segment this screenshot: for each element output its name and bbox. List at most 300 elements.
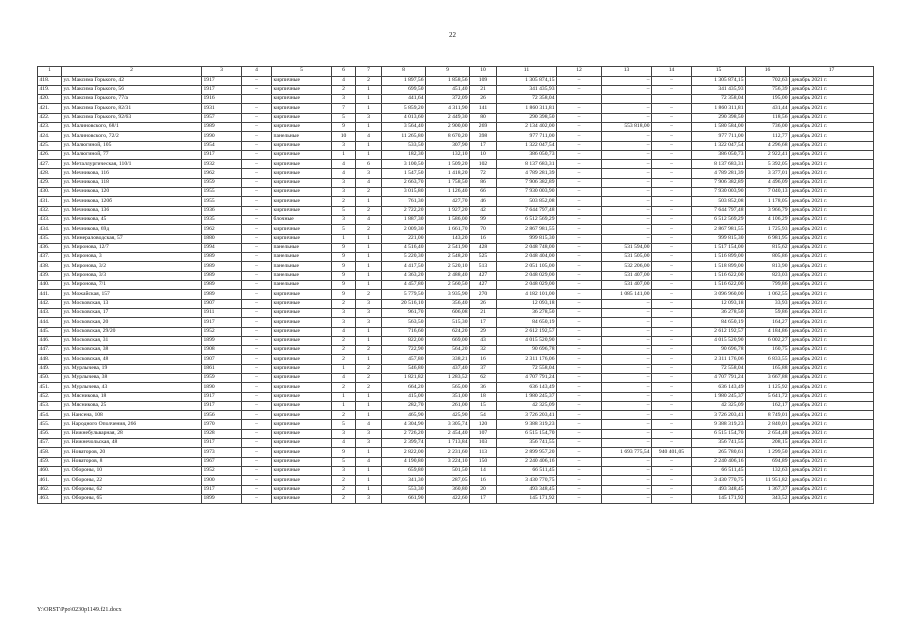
table-cell: 1 980 245,37 [692, 392, 746, 401]
table-cell: 3 430 770,75 [497, 476, 557, 485]
table-cell: 448. [38, 355, 62, 364]
table-cell: 699,50 [382, 85, 426, 94]
table-cell: панельные [272, 262, 332, 271]
table-row [38, 132, 874, 141]
table-cell: 18 [470, 392, 497, 401]
table-cell: 427 [470, 281, 497, 290]
table-row [38, 401, 874, 410]
table-cell: 1 860 311,81 [497, 104, 557, 113]
table-cell: – [242, 383, 272, 392]
column-number-row [38, 67, 874, 77]
table-cell: декабрь 2021 г. [790, 113, 874, 122]
table-cell: 432. [38, 206, 62, 215]
table-cell: 823,03 [746, 271, 790, 280]
table-cell: 4 [332, 76, 356, 85]
table-cell: – [557, 476, 602, 485]
table-cell: – [242, 364, 272, 373]
table-cell: 143,20 [426, 234, 470, 243]
table-cell: – [652, 346, 692, 355]
table-cell: – [602, 132, 652, 141]
table-cell: – [602, 374, 652, 383]
table-cell: – [602, 206, 652, 215]
table-cell: 9 388 319,23 [497, 420, 557, 429]
table-cell: 62 [470, 374, 497, 383]
table-cell: – [652, 178, 692, 187]
table-cell: кирпичные [272, 411, 332, 420]
table-row [38, 308, 874, 317]
table-cell: ул. Мечникова, 118 [62, 178, 202, 187]
table-row [38, 76, 874, 85]
table-cell: 72 558,04 [497, 364, 557, 373]
table-row [38, 448, 874, 457]
table-cell: 999 815,30 [497, 234, 557, 243]
table-cell: 1 [356, 485, 382, 494]
table-cell: – [242, 225, 272, 234]
table-cell: 221,00 [382, 234, 426, 243]
table-cell: 815,62 [746, 243, 790, 252]
table-cell: кирпичные [272, 439, 332, 448]
table-cell: 26 [470, 95, 497, 104]
table-cell: кирпичные [272, 299, 332, 308]
table-cell: – [242, 243, 272, 252]
table-cell: 90 696,78 [497, 346, 557, 355]
table-cell: 5 [332, 113, 356, 122]
table-cell: 606,08 [426, 308, 470, 317]
table-row [38, 327, 874, 336]
table-cell: – [652, 429, 692, 438]
column-number-11: 11 [497, 67, 557, 77]
table-cell: 2 [332, 197, 356, 206]
table-cell: 7 644 797,48 [497, 206, 557, 215]
table-cell: – [652, 392, 692, 401]
table-cell: – [602, 318, 652, 327]
table-cell: – [242, 411, 272, 420]
page-number: 22 [449, 31, 456, 39]
table-cell: – [557, 132, 602, 141]
table-cell: 439. [38, 271, 62, 280]
table-cell: 1 [356, 355, 382, 364]
table-cell: 1 [332, 401, 356, 410]
table-cell: декабрь 2021 г. [790, 318, 874, 327]
table-cell: 109 [470, 76, 497, 85]
table-cell: ул. Московская, 31 [62, 336, 202, 345]
table-cell: – [557, 411, 602, 420]
table-cell: 356,40 [426, 299, 470, 308]
table-cell: 14 [470, 466, 497, 475]
table-cell: 420. [38, 95, 62, 104]
table-cell: 525 [470, 253, 497, 262]
table-cell: кирпичные [272, 457, 332, 466]
table-cell: 3 726 203,41 [497, 411, 557, 420]
table-cell: – [652, 262, 692, 271]
table-cell: ул. Московская, 48 [62, 355, 202, 364]
table-cell: 1890 [202, 383, 242, 392]
table-cell: 1 518 899,00 [692, 262, 746, 271]
table-cell: 465,90 [382, 411, 426, 420]
table-cell: декабрь 2021 г. [790, 327, 874, 336]
table-cell: 338,21 [426, 355, 470, 364]
table-cell: – [602, 160, 652, 169]
table-cell: 1 887,30 [382, 215, 426, 224]
table-cell: 2 [356, 225, 382, 234]
table-cell: – [242, 104, 272, 113]
table-cell: 351,00 [426, 392, 470, 401]
table-row [38, 122, 874, 131]
table-cell: 1 367,37 [746, 485, 790, 494]
table-cell: – [557, 392, 602, 401]
table-cell: 4 182 101,00 [497, 290, 557, 299]
table-cell: 2 [332, 494, 356, 503]
table-cell: 72 358,04 [497, 95, 557, 104]
table-cell: – [557, 141, 602, 150]
table-cell: 72 358,04 [692, 95, 746, 104]
table-cell: кирпичные [272, 346, 332, 355]
table-cell: – [557, 420, 602, 429]
table-cell: – [652, 215, 692, 224]
table-cell: 493 348,45 [692, 485, 746, 494]
table-cell: – [557, 466, 602, 475]
table-cell: 2 [356, 364, 382, 373]
column-number-14: 14 [652, 67, 692, 77]
table-cell: кирпичные [272, 197, 332, 206]
table-cell: декабрь 2021 г. [790, 262, 874, 271]
table-cell: – [242, 401, 272, 410]
table-cell: 422. [38, 113, 62, 122]
table-cell: 1 [356, 476, 382, 485]
table-cell: панельные [272, 132, 332, 141]
table-cell: кирпичные [272, 327, 332, 336]
table-cell: – [242, 336, 272, 345]
table-cell: ул. Мечникова, 136 [62, 206, 202, 215]
table-cell: 3 [332, 141, 356, 150]
table-cell: кирпичные [272, 429, 332, 438]
table-cell: 386 050,73 [692, 150, 746, 159]
table-cell [242, 95, 272, 104]
table-cell: 36 278,50 [692, 308, 746, 317]
table-cell: 2 009,30 [382, 225, 426, 234]
table-cell: 4 [356, 420, 382, 429]
table-cell: 1911 [202, 308, 242, 317]
table-cell: – [602, 327, 652, 336]
table-cell: 3 [332, 318, 356, 327]
table-cell: 1 [356, 234, 382, 243]
table-cell: 3 [356, 169, 382, 178]
table-cell: ул. Московская, 20 [62, 318, 202, 327]
table-cell: 422,60 [426, 494, 470, 503]
table-cell: 6 515 154,70 [692, 429, 746, 438]
table-cell: 4 789 281,39 [497, 169, 557, 178]
table-cell: 1 [356, 104, 382, 113]
table-cell: 162,17 [746, 401, 790, 410]
table-row [38, 420, 874, 429]
table-cell: 977 711,00 [692, 132, 746, 141]
table-cell: – [242, 327, 272, 336]
table-cell: 451. [38, 383, 62, 392]
table-cell: 1 126,40 [426, 188, 470, 197]
table-cell: 1917 [202, 76, 242, 85]
table-cell: – [557, 150, 602, 159]
table-cell: – [652, 355, 692, 364]
table-cell: 2 822,00 [382, 448, 426, 457]
table-cell: 1917 [202, 85, 242, 94]
table-cell: 7 906 382,89 [692, 178, 746, 187]
table-cell: 440. [38, 281, 62, 290]
table-cell: 664,20 [382, 383, 426, 392]
table-cell: 2 048 029,00 [497, 281, 557, 290]
table-cell: – [242, 150, 272, 159]
table-cell: 80 [470, 113, 497, 122]
column-number-9: 9 [426, 67, 470, 77]
table-cell: 1 305 874,15 [497, 76, 557, 85]
table-cell: 1 [356, 281, 382, 290]
table-cell: 5 220,30 [382, 253, 426, 262]
table-cell: – [242, 346, 272, 355]
table-cell: 1967 [202, 457, 242, 466]
table-cell: 372,09 [426, 95, 470, 104]
table-cell: – [557, 401, 602, 410]
table-cell: 4 707 791,24 [692, 374, 746, 383]
table-cell: – [652, 141, 692, 150]
column-number-16: 16 [746, 67, 790, 77]
table-cell: 3 [332, 178, 356, 187]
table-cell: 386 050,73 [497, 150, 557, 159]
table-cell: 501,50 [426, 466, 470, 475]
table-cell: 12 093,18 [692, 299, 746, 308]
table-cell: 1917 [202, 439, 242, 448]
table-cell: 3 [356, 308, 382, 317]
table-cell: 1959 [202, 178, 242, 187]
table-row [38, 85, 874, 94]
table-cell: – [242, 392, 272, 401]
table-cell: 1952 [202, 327, 242, 336]
table-cell: 145 171,92 [692, 494, 746, 503]
table-cell: 2 [332, 485, 356, 494]
table-cell: – [652, 401, 692, 410]
table-cell: 356 741,55 [497, 439, 557, 448]
table-cell: 2 [332, 85, 356, 94]
table-cell: 1 516 622,00 [692, 271, 746, 280]
table-cell: – [557, 355, 602, 364]
table-cell: 2 663,70 [382, 178, 426, 187]
table-cell: 1957 [202, 113, 242, 122]
table-cell: 1989 [202, 253, 242, 262]
table-cell: 356 741,55 [692, 439, 746, 448]
table-cell [602, 95, 652, 104]
table-cell: декабрь 2021 г. [790, 336, 874, 345]
table-cell: ул. Миронова, 3/3 [62, 271, 202, 280]
table-cell: 9 388 319,23 [692, 420, 746, 429]
table-cell: – [557, 188, 602, 197]
table-cell: – [602, 439, 652, 448]
table-row [38, 253, 874, 262]
table-cell: – [242, 429, 272, 438]
table-cell: 3 430 770,75 [692, 476, 746, 485]
table-cell: декабрь 2021 г. [790, 95, 874, 104]
table-cell: – [602, 485, 652, 494]
table-cell: 1917 [202, 392, 242, 401]
table-cell: 822,00 [382, 336, 426, 345]
table-cell: 1907 [202, 299, 242, 308]
table-row [38, 113, 874, 122]
table-cell: 1900 [202, 476, 242, 485]
table-cell: 3 [356, 439, 382, 448]
table-cell: 360,80 [426, 485, 470, 494]
table-cell: 455. [38, 420, 62, 429]
table-cell: 112,77 [746, 132, 790, 141]
table-cell: 451,40 [426, 85, 470, 94]
housing-register-table [37, 66, 874, 504]
table-cell: 3 667,88 [746, 374, 790, 383]
table-cell: 8 137 683,31 [497, 160, 557, 169]
table-row [38, 476, 874, 485]
table-cell: 6 981,95 [746, 234, 790, 243]
table-row [38, 215, 874, 224]
table-cell: 2 048 029,00 [497, 271, 557, 280]
table-cell: кирпичные [272, 318, 332, 327]
table-cell: 1 [356, 336, 382, 345]
table-cell: декабрь 2021 г. [790, 374, 874, 383]
table-cell: 1990 [202, 132, 242, 141]
table-cell: 450. [38, 374, 62, 383]
table-cell: 694,89 [746, 457, 790, 466]
table-cell: 1 [356, 243, 382, 252]
table-row [38, 262, 874, 271]
table-cell: 2 [332, 411, 356, 420]
table-cell: 531 594,00 [602, 243, 652, 252]
table-cell: кирпичные [272, 95, 332, 104]
table-cell: 3 [356, 494, 382, 503]
table-cell: 1 178,05 [746, 197, 790, 206]
table-cell: – [557, 281, 602, 290]
table-cell: 2 [356, 374, 382, 383]
table-cell: 4 [332, 439, 356, 448]
table-cell: – [242, 457, 272, 466]
table-cell: 5 [332, 420, 356, 429]
table-cell: 531 407,00 [602, 281, 652, 290]
table-cell: 513 [470, 262, 497, 271]
table-cell: – [242, 122, 272, 131]
table-cell: ул. Мурлычева, 19 [62, 364, 202, 373]
table-cell: 1 305 874,15 [692, 76, 746, 85]
table-cell: 84 650,19 [692, 318, 746, 327]
table-cell: – [557, 318, 602, 327]
table-cell: 428 [470, 243, 497, 252]
table-cell: ул. Мурлычева, 38 [62, 374, 202, 383]
table-cell: ул. Новаторов, 8 [62, 457, 202, 466]
table-cell: 9 [332, 290, 356, 299]
table-cell: кирпичные [272, 85, 332, 94]
table-cell: – [602, 420, 652, 429]
table-cell: 425. [38, 141, 62, 150]
table-cell: 3 377,01 [746, 169, 790, 178]
table-cell: 36 278,50 [497, 308, 557, 317]
table-cell: кирпичные [272, 122, 332, 131]
table-cell: 160,75 [746, 346, 790, 355]
table-cell: 2 [356, 383, 382, 392]
table-cell: 16 [470, 355, 497, 364]
table-cell: 150 [470, 457, 497, 466]
table-cell: кирпичные [272, 113, 332, 122]
table-cell: 15 [470, 401, 497, 410]
table-cell: 307,90 [426, 141, 470, 150]
table-cell: 9 [332, 448, 356, 457]
table-cell: 533,50 [382, 141, 426, 150]
table-cell: 3 [332, 466, 356, 475]
table-cell: 736,00 [746, 122, 790, 131]
table-cell: 107 [470, 429, 497, 438]
table-cell [557, 95, 602, 104]
table-cell: 441. [38, 290, 62, 299]
table-cell: – [242, 494, 272, 503]
table-row [38, 466, 874, 475]
table-cell: 1 [356, 448, 382, 457]
table-cell: 343,52 [746, 494, 790, 503]
table-cell: 1899 [202, 494, 242, 503]
table-cell: 564,20 [426, 346, 470, 355]
table-cell: декабрь 2021 г. [790, 401, 874, 410]
table-cell: – [602, 299, 652, 308]
table-cell: – [652, 439, 692, 448]
table-cell: 120 [470, 420, 497, 429]
table-cell: 1952 [202, 466, 242, 475]
table-cell: 457,80 [382, 355, 426, 364]
table-cell: 2 454,40 [426, 429, 470, 438]
column-number-17: 17 [790, 67, 874, 77]
table-cell: 287,05 [426, 476, 470, 485]
table-cell: – [602, 346, 652, 355]
table-cell: ул. Московская, 38 [62, 346, 202, 355]
table-cell: 66 511,45 [497, 466, 557, 475]
table-cell: 341 435,93 [692, 85, 746, 94]
table-row [38, 95, 874, 104]
table-cell: 2 [356, 290, 382, 299]
table-row [38, 104, 874, 113]
table-cell: 5 859,20 [382, 104, 426, 113]
table-cell: кирпичные [272, 104, 332, 113]
table-cell: – [557, 494, 602, 503]
table-cell: 5 641,72 [746, 392, 790, 401]
table-cell: – [652, 169, 692, 178]
table-cell: 145 171,92 [497, 494, 557, 503]
table-cell: 1907 [202, 355, 242, 364]
table-cell: 553 818,00 [602, 122, 652, 131]
table-row [38, 439, 874, 448]
table-cell: 2 [356, 346, 382, 355]
table-cell: 4 707 791,24 [497, 374, 557, 383]
table-cell: 454. [38, 411, 62, 420]
column-number-13: 13 [602, 67, 652, 77]
table-cell: ул. Обороны, 10 [62, 466, 202, 475]
table-cell: 1 713,84 [426, 439, 470, 448]
table-cell: 165,88 [746, 364, 790, 373]
table-cell: – [602, 466, 652, 475]
table-cell: – [602, 104, 652, 113]
table-cell: 503 852,08 [497, 197, 557, 206]
table-cell: – [557, 290, 602, 299]
table-cell: 33,93 [746, 299, 790, 308]
table-cell: 1959 [202, 374, 242, 383]
table-cell: – [652, 234, 692, 243]
table-cell: 7 [332, 104, 356, 113]
table-cell: 532 206,00 [602, 262, 652, 271]
table-cell: декабрь 2021 г. [790, 188, 874, 197]
table-cell: 3 [332, 215, 356, 224]
table-cell: – [602, 308, 652, 317]
table-cell: 17 [470, 494, 497, 503]
table-cell: – [602, 494, 652, 503]
table-cell: – [242, 299, 272, 308]
table-cell: 2 488,40 [426, 271, 470, 280]
